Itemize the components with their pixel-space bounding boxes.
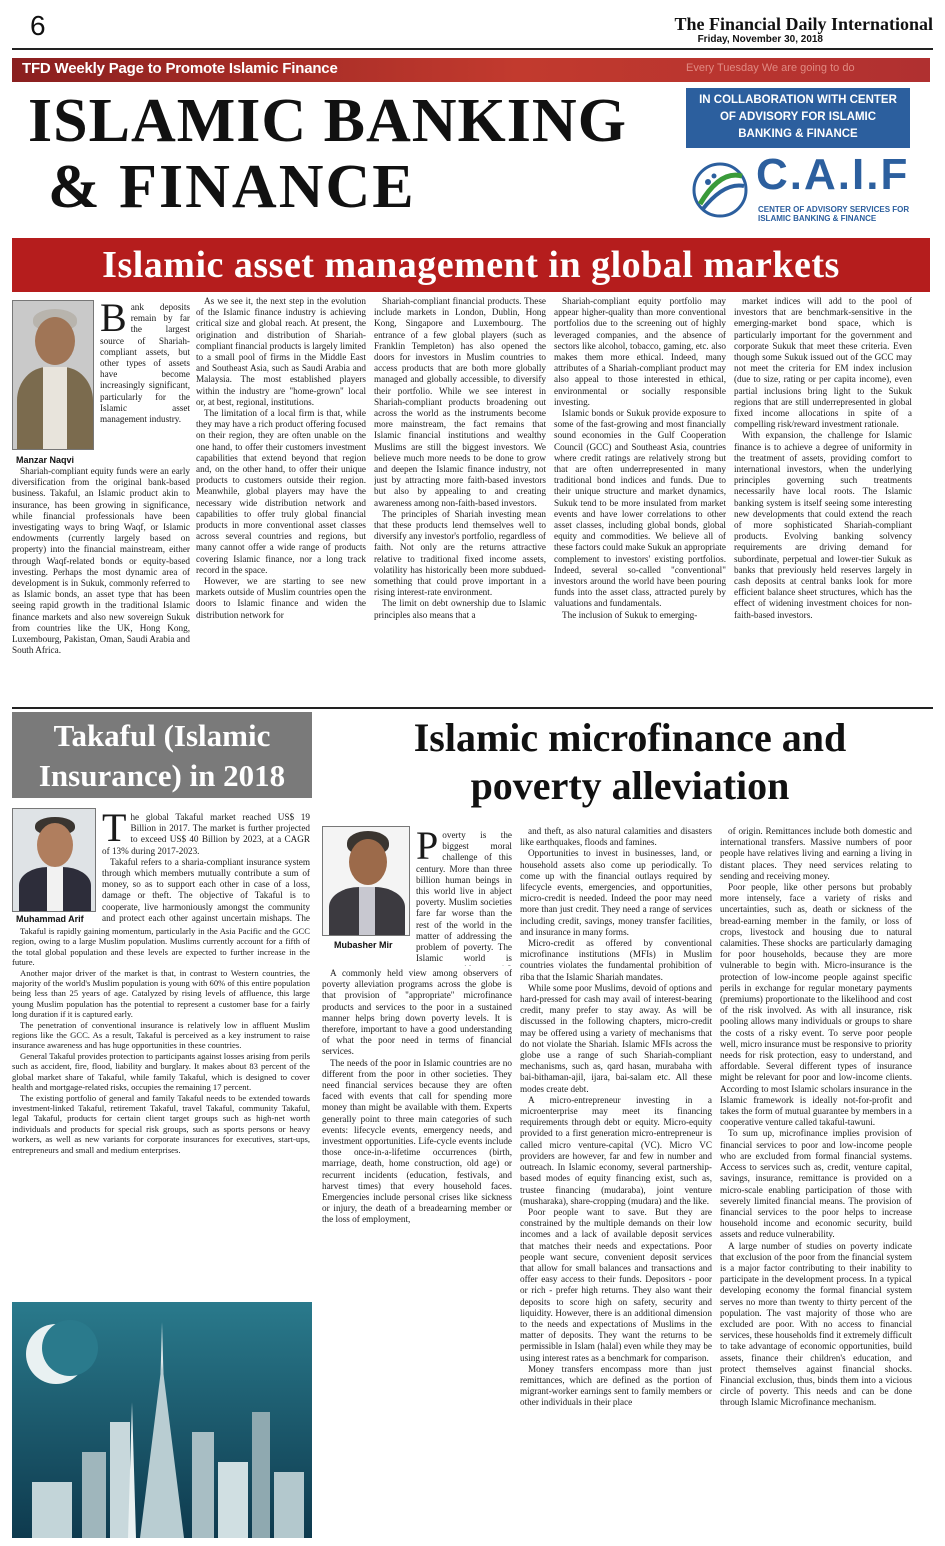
article1-col4-paragraph-1: Shariah-compliant equity portfolio may appear higher-quality than more conventional portfolios due to the screening out of highly leveraged companies, and the absence of sectors like alcohol, tobacco, gaming, etc. also makes them more ethical. Indeed, many attributes of a Shariah-compliant product may also appeal to those interested in ethical, environmental or socially responsible investing. [554, 296, 726, 407]
article1-column-3 [374, 296, 546, 702]
article1-col5-paragraph-1: market indices will add to the pool of investors that are benchmark-sensitive in the emerging-market bond space, which is particularly important for the government and corporate Sukuk that meet these criteria. Even though some Sukuk issued out of the GCC may not meet the criteria for EM index inclusion (due to size, rating or per capita income), even partial inclusions bring light to the Sukuk regions that are still underrepresented in global fixed income allocations in spite of a compelling risk/reward investment rationale. [734, 296, 912, 430]
article1-column-1b [12, 466, 190, 702]
collab-line-1: IN COLLABORATION WITH CENTER [699, 94, 897, 106]
article2-body [12, 926, 310, 1298]
article1-col4-paragraph-2: Islamic bonds or Sukuk provide exposure to some of the fast-growing and most financially sound economies in the Gulf Cooperation Council (GCC) and Southeast Asia, countries where credit ratings are relatively strong but that are often underrepresented in many traditional bond indices and funds. Due to their unique structure and market dynamics, Sukuk tend to be more insulated from market events and have lower correlations to other asset classes, including global bonds, global equity and commodities. We believe all of these factors could make Sukuk an appropriate complement to investors' existing portfolios. Indeed, several so-called "conventional" investors around the world have been pouring funds into the asset class, attracted purely by valuations and fundamentals. [554, 408, 726, 609]
article3-col2-paragraph-7: Money transfers encompass more than just remittances, which are defined as the portion of migrant-worker earnings sent to family members or other individuals in their place [520, 1363, 712, 1408]
masthead [28, 88, 668, 220]
weekly-banner-faint-text: Every Tuesday We are going to do [686, 62, 855, 74]
article1-col5-paragraph-2: With expansion, the challenge for Islamic finance is to achieve a degree of uniformity in the treatment of assets, providing comfort to international investors, when the underlying principles governing such treatments necessarily have local roots. The Islamic banking system is itself seeing some interesting new developments that could extend the reach of more sophisticated Shariah-compliant products. Evolving banking solvency requirements are driving demand for subordinate, perpetual and lower-tier Sukuk as banks that previously held reserves largely in cash deposits at central banks look for more efficient balance sheet structures, which has the effect of widening investment choices for non-faith-based investors. [734, 430, 912, 620]
section-divider [12, 707, 933, 709]
article3-dropcap: P [416, 830, 439, 868]
article3-column-1 [322, 968, 512, 1542]
article1-dropcap: B [100, 302, 127, 340]
article1-column-4 [554, 296, 726, 702]
article1-col2-paragraph-1: As we see it, the next step in the evolution of the Islamic finance industry is achieving critical size and global reach. At present, the origination and distribution of Shariah-compliant financial products is largely limited to a small pool of firms in the Middle East and Southeast Asia, such as Saudi Arabia and Malaysia. The most established players within the industry are "home-grown" local or, at best, regional, institutions. [196, 296, 366, 407]
article2-title [12, 712, 312, 798]
article3-col2-paragraph-3: Micro-credit as offered by conventional microfinance institutions (MFIs) in Muslim countries violates the fundamental prohibition of riba that the Islamic Shariah mandates. [520, 938, 712, 982]
skyline-crescent-illustration [12, 1302, 312, 1538]
weekly-banner-text: TFD Weekly Page to Promote Islamic Finance [22, 60, 338, 77]
article3-col2-paragraph-6: Poor people want to save. But they are constrained by the multiple demands on their low incomes and a lack of available deposit services that matches their needs and expectations. Poor people want secure, convenient deposit services that allow for small balances and transactions and offer easy access to their funds. Depositors - poor or rich - prefer high returns. They also want their deposits to score high on safety, security and liquidity. However, there is an additional dimension to the needs and expectations of Muslims in the matter of deposits. They want the returns to be permissible in Islam (halal) even while they may be using interest rates as a benchmark for comparison. [520, 1206, 712, 1363]
article3-col1-paragraph-2: A commonly held view among observers of poverty alleviation programs across the globe is that provision of "appropriate" microfinance products and services to the poor in a sustained manner helps bring down poverty levels. It is therefore, important to have a good understanding of what the poor need in terms of financial services. [322, 968, 512, 1057]
article3-lead: overty is the biggest moral challenge of this century. More than three billion human beings in this world live in abject poverty. Muslim societies fare far worse than the rest of the world in the matter of addressing the problem of poverty. The Islamic world is [416, 830, 512, 964]
masthead-line-1: ISLAMIC BANKING [28, 87, 627, 155]
author-name-manzar-naqvi: Manzar Naqvi [16, 455, 75, 465]
article3-title-line-1: Islamic microfinance and [413, 715, 847, 760]
article3-col1-paragraph-3: The needs of the poor in Islamic countries are no different from the poor in other societies. They need financial services because they are often faced with events that call for spending more money than might be available with them. Experts generally point to three main categories of such events: lifecycle events, emergency needs, and investment opportunities. Life-cycle events include those once-in-a-lifetime occurrences (birth, marriage, death, home construction, old age) or recurrent incidents (education, festivals, and harvest times) that every household faces. Emergencies include personal crises like sickness or injury, the death of a breadearning member or the loss of employment, [322, 1057, 512, 1225]
article3-column-2 [520, 826, 712, 1542]
article1-column-1 [100, 302, 190, 454]
article1-title: Islamic asset management in global markets [102, 244, 840, 286]
article2-paragraph-2: Takaful refers to a sharia-compliant insurance system through which members mutually contribute a sum of money, so as to support each other in case of a loss, damage or theft. The objective of Takaful is to cooperate, live harmoniously amongst the community and protect each other against uncertain mishaps. The [102, 856, 310, 923]
caif-subtitle [758, 205, 918, 223]
article1-col2-paragraph-2: The limitation of a local firm is that, while they may have a rich product offering focused on their region, they are often unable on the one hand, to offer their customers investment capabilities that extend beyond that region and, on the other hand, to offer their unique products to customers outside their region. Meanwhile, global players may have the necessary wide distribution network and capabilities to offer truly global financial products in more conventional asset classes across several countries and regions, but many cannot offer a wide range of products covering Islamic finance, nor a long track record in the space. [196, 408, 366, 575]
article2-paragraph-3: Takaful is rapidly gaining momentum, particularly in the Asia Pacific and the GCC region, owing to a large Muslim population. Muslims currently account for a fifth of the total global population and these levels are expected to further increase in the future. [12, 926, 310, 968]
article3-col2-paragraph-5: A micro-entrepreneur investing in a microenterprise may meet its financing requirements through debt or equity. Micro-equity provided to a first generation micro-entrepreneur is called micro venture-capital (VC). Micro VC providers are however, far and few in number and outreach. In Islamic economy, several partnership-based modes of equity financing exist, such as, trustee financing (mudaraba), joint venture (musharaka), share-cropping (mudara) and the like. [520, 1094, 712, 1206]
issue-date: Friday, November 30, 2018 [697, 34, 823, 45]
author-photo-mubasher-mir [322, 826, 410, 936]
article2-lead-block [102, 812, 310, 924]
article3-title-line-2: poverty alleviation [470, 763, 790, 808]
article2-lead: he global Takaful market reached US$ 19 Billion in 2017. The market is further projected to exceed US$ 40 Billion by 2023, at a CAGR of 13% during 2017-2023. [102, 812, 310, 856]
article3-col3-paragraph-3: To sum up, microfinance implies provision of financial services to poor and low-income people who are excluded from formal financial systems. Access to services such as, credit, venture capital, savings, insurance, remittance is provided on a micro-scale enabling participation of those with severely limited financial means. The provision of financial services to the poor helps to increase household income and economic security, build assets and reduce vulnerability. [720, 1128, 912, 1240]
article1-col2-paragraph-3: However, we are starting to see new markets outside of Muslim countries open the doors to Islamic finance and widen the distribution network for [196, 576, 366, 620]
article1-col1-lead: ank deposits remain by far the largest source of Shariah-compliant assets, but other types of assets have become increasingly significant, particularly for the Islamic asset management industry. [100, 302, 190, 425]
author-name-mubasher-mir: Mubasher Mir [334, 940, 393, 950]
article2-paragraph-7: The existing portfolio of general and family Takaful needs to be extended towards investment-linked Takaful, retirement Takaful, travel Takaful, community Takaful, legal Takaful, products for certain client target groups such as high-net worth individuals and products for special risk groups, such as sports persons or heavy workers, as well as new variants for corporate insurances for executives, start-ups, entrepreneurs and small and medium enterprises. [12, 1092, 310, 1155]
author-name-muhammad-arif: Muhammad Arif [16, 914, 84, 924]
article3-column-1-top [416, 830, 512, 966]
article2-paragraph-6: General Takaful provides protection to participants against losses arising from perils such as accident, fire, flood, liability and burglary. It makes about 83 percent of the global market share of Takaful, while family Takaful, which is designed to cover health and mortgage-related risks, occupies the remaining 17 percent. [12, 1050, 310, 1093]
header-rule [12, 48, 933, 50]
author-photo-muhammad-arif [12, 808, 96, 912]
caif-name: C.A.I.F [756, 150, 910, 199]
article2-dropcap: T [102, 812, 127, 850]
article3-title [330, 714, 930, 810]
article2-title-line-2: Insurance) in 2018 [38, 758, 286, 793]
newspaper-name: The Financial Daily International [674, 14, 933, 34]
page-number: 6 [30, 10, 46, 41]
article3-col3-paragraph-4: A large number of studies on poverty indicate that exclusion of the poor from the financial system is a major factor contributing to their inability to participate in the development process. In a typical developing economy the formal financial system serves no more than twenty to thirty percent of the population. The vast majority of those who are excluded are poor. With no access to financial services, these households find it extremely difficult to take advantage of economic opportunities, build assets, finance their children's education, and protect themselves against financial shocks. Financial exclusion, thus, binds them into a vicious circle of poverty. This needs and can be done through Islamic Microfinance mechanism. [720, 1240, 912, 1408]
article1-col3-paragraph-3: The limit on debt ownership due to Islamic principles also means that a [374, 598, 546, 620]
article3-col2-paragraph-4: While some poor Muslims, devoid of options and hard-pressed for cash may avail of interest-bearing credit, many prefer to stay away. As will be discussed in the following chapters, micro-credit may be offered using a variety of mechanisms that do not violate the Shariah. Islamic MFIs across the globe use a range of such Shariah-compliant mechanisms, such as, qard hasan, murabaha with bai-bithaman-ajil, ijara, bai-salam etc. All these modes create debt. [520, 982, 712, 1094]
collaboration-box [686, 88, 910, 148]
masthead-line-2: & FINANCE [48, 153, 416, 221]
article3-col3-paragraph-2: Poor people, like other persons but probably more intensely, face a variety of risks and uncertainties, such as, death or sickness of the bread-earning member in the family, or loss of crops, livestock and housing due to natural calamities. These shocks are particularly damaging for poor households, because they are more vulnerable to begin with. Micro-insurance is the protection of low-income people against specific perils in exchange for regular monetary payments (premiums) proportionate to the likelihood and cost of the risk involved. As with all insurance, risk pooling allows many individuals or groups to share the costs of a risky event. To serve poor people well, micro insurance must be responsive to priority needs for risk protection, easy to understand, and affordable. Several different types of insurance might be relevant for poor and low-income clients. According to most Islamic scholars insurance in the Islamic framework is ideally not-for-profit and takes the form of mutual guarantee by members in a cooperative venture called takaful-tawuni. [720, 882, 912, 1128]
article1-column-2 [196, 296, 366, 702]
caif-sub-line-2: ISLAMIC BANKING & FINANCE [758, 214, 877, 223]
article1-col3-paragraph-2: The principles of Shariah investing mean that these products lend themselves well to diversify any investor's portfolio, regardless of faith. Not only are the returns attractive relative to traditional fixed income assets, volatility has historically been more subdued-something that could prove important in a rising interest-rate environment. [374, 508, 546, 598]
caif-sub-line-1: CENTER OF ADVISORY SERVICES FOR [758, 205, 910, 214]
caif-logo-icon [690, 160, 750, 220]
collab-line-2: OF ADVISORY FOR ISLAMIC [719, 111, 877, 123]
article1-col1-paragraph: Shariah-compliant equity funds were an early diversification from the original bank-based business. Takaful, an Islamic product akin to insurance, has been growing in significance, while financial professionals have been investigating ways to bring Waqf, or Islamic endowments (currently largely based on property) into the financial mainstream, either through Waqf-related bonds or equity-based investing. Perhaps the most dynamic area of development is in Sukuk, commonly referred to as Islamic bonds, an asset type that has been seeing rapid growth in the traditional Islamic finance markets and also new sovereign Sukuk from countries like the UK, Hong Kong, Luxembourg, Pakistan, Oman, Saudi Arabia and South Africa. [12, 466, 190, 656]
article2-paragraph-5: The penetration of conventional insurance is relatively low in affluent Muslim regions like the GCC. As a result, Takaful is perceived as a key instrument to raise insurance awareness and has huge opportunities in these countries. [12, 1019, 310, 1051]
article1-col4-paragraph-3: The inclusion of Sukuk to emerging- [562, 609, 698, 620]
article2-title-line-1: Takaful (Islamic [53, 718, 271, 753]
author-photo-manzar-naqvi [12, 300, 94, 450]
article3-col2-paragraph-1: and theft, as also natural calamities and disasters like earthquakes, floods and famines. [520, 826, 712, 848]
article3-col2-paragraph-2: Opportunities to invest in businesses, land, or household assets also come up periodically. To come up with the financial outlays required by lifecycle events, emergencies, and opportunities, micro-credit is needed. Indeed the poor may need more than just credit. They need a range of services including credit, savings, money transfer facilities, and insurance in many forms. [520, 848, 712, 937]
article3-column-3 [720, 826, 912, 1542]
article2-paragraph-4: Another major driver of the market is that, in contrast to Western countries, the majority of the world's Muslim population is young with 60% of this entire population being less than 25 years of age. Catalyzed by rising levels of affluence, this large young Muslim population has the potential to represent a customer base for a fairly long duration if it is captured early. [12, 967, 310, 1020]
article1-column-5 [734, 296, 912, 702]
collab-line-3: BANKING & FINANCE [738, 128, 858, 140]
article1-col3-paragraph-1: Shariah-compliant financial products. These include markets in London, Dublin, Hong Kong, Singapore and Luxembourg. The entrance of a few global players (such as Franklin Templeton) has also opened the doors for investors in Muslim countries to access products that are both more globally managed and globally accessible, to diversify their portfolio. While we see interest in Shariah-compliant products broadening out across the world as the instruments become more mainstream, the fact remains that Islamic financial institutions and wealthy Muslims are still the biggest investors. We believe much more needs to be done to grow and deepen the Islamic finance industry, not just by attracting more faith-based investors but also by appealing to and creating awareness among non-faith-based investors. [374, 296, 546, 508]
article3-col3-paragraph-1: of origin. Remittances include both domestic and international transfers. Massive numbers of poor people have relatives living and earning a living in distant places. They need services relating to sending and receiving money. [720, 826, 912, 881]
